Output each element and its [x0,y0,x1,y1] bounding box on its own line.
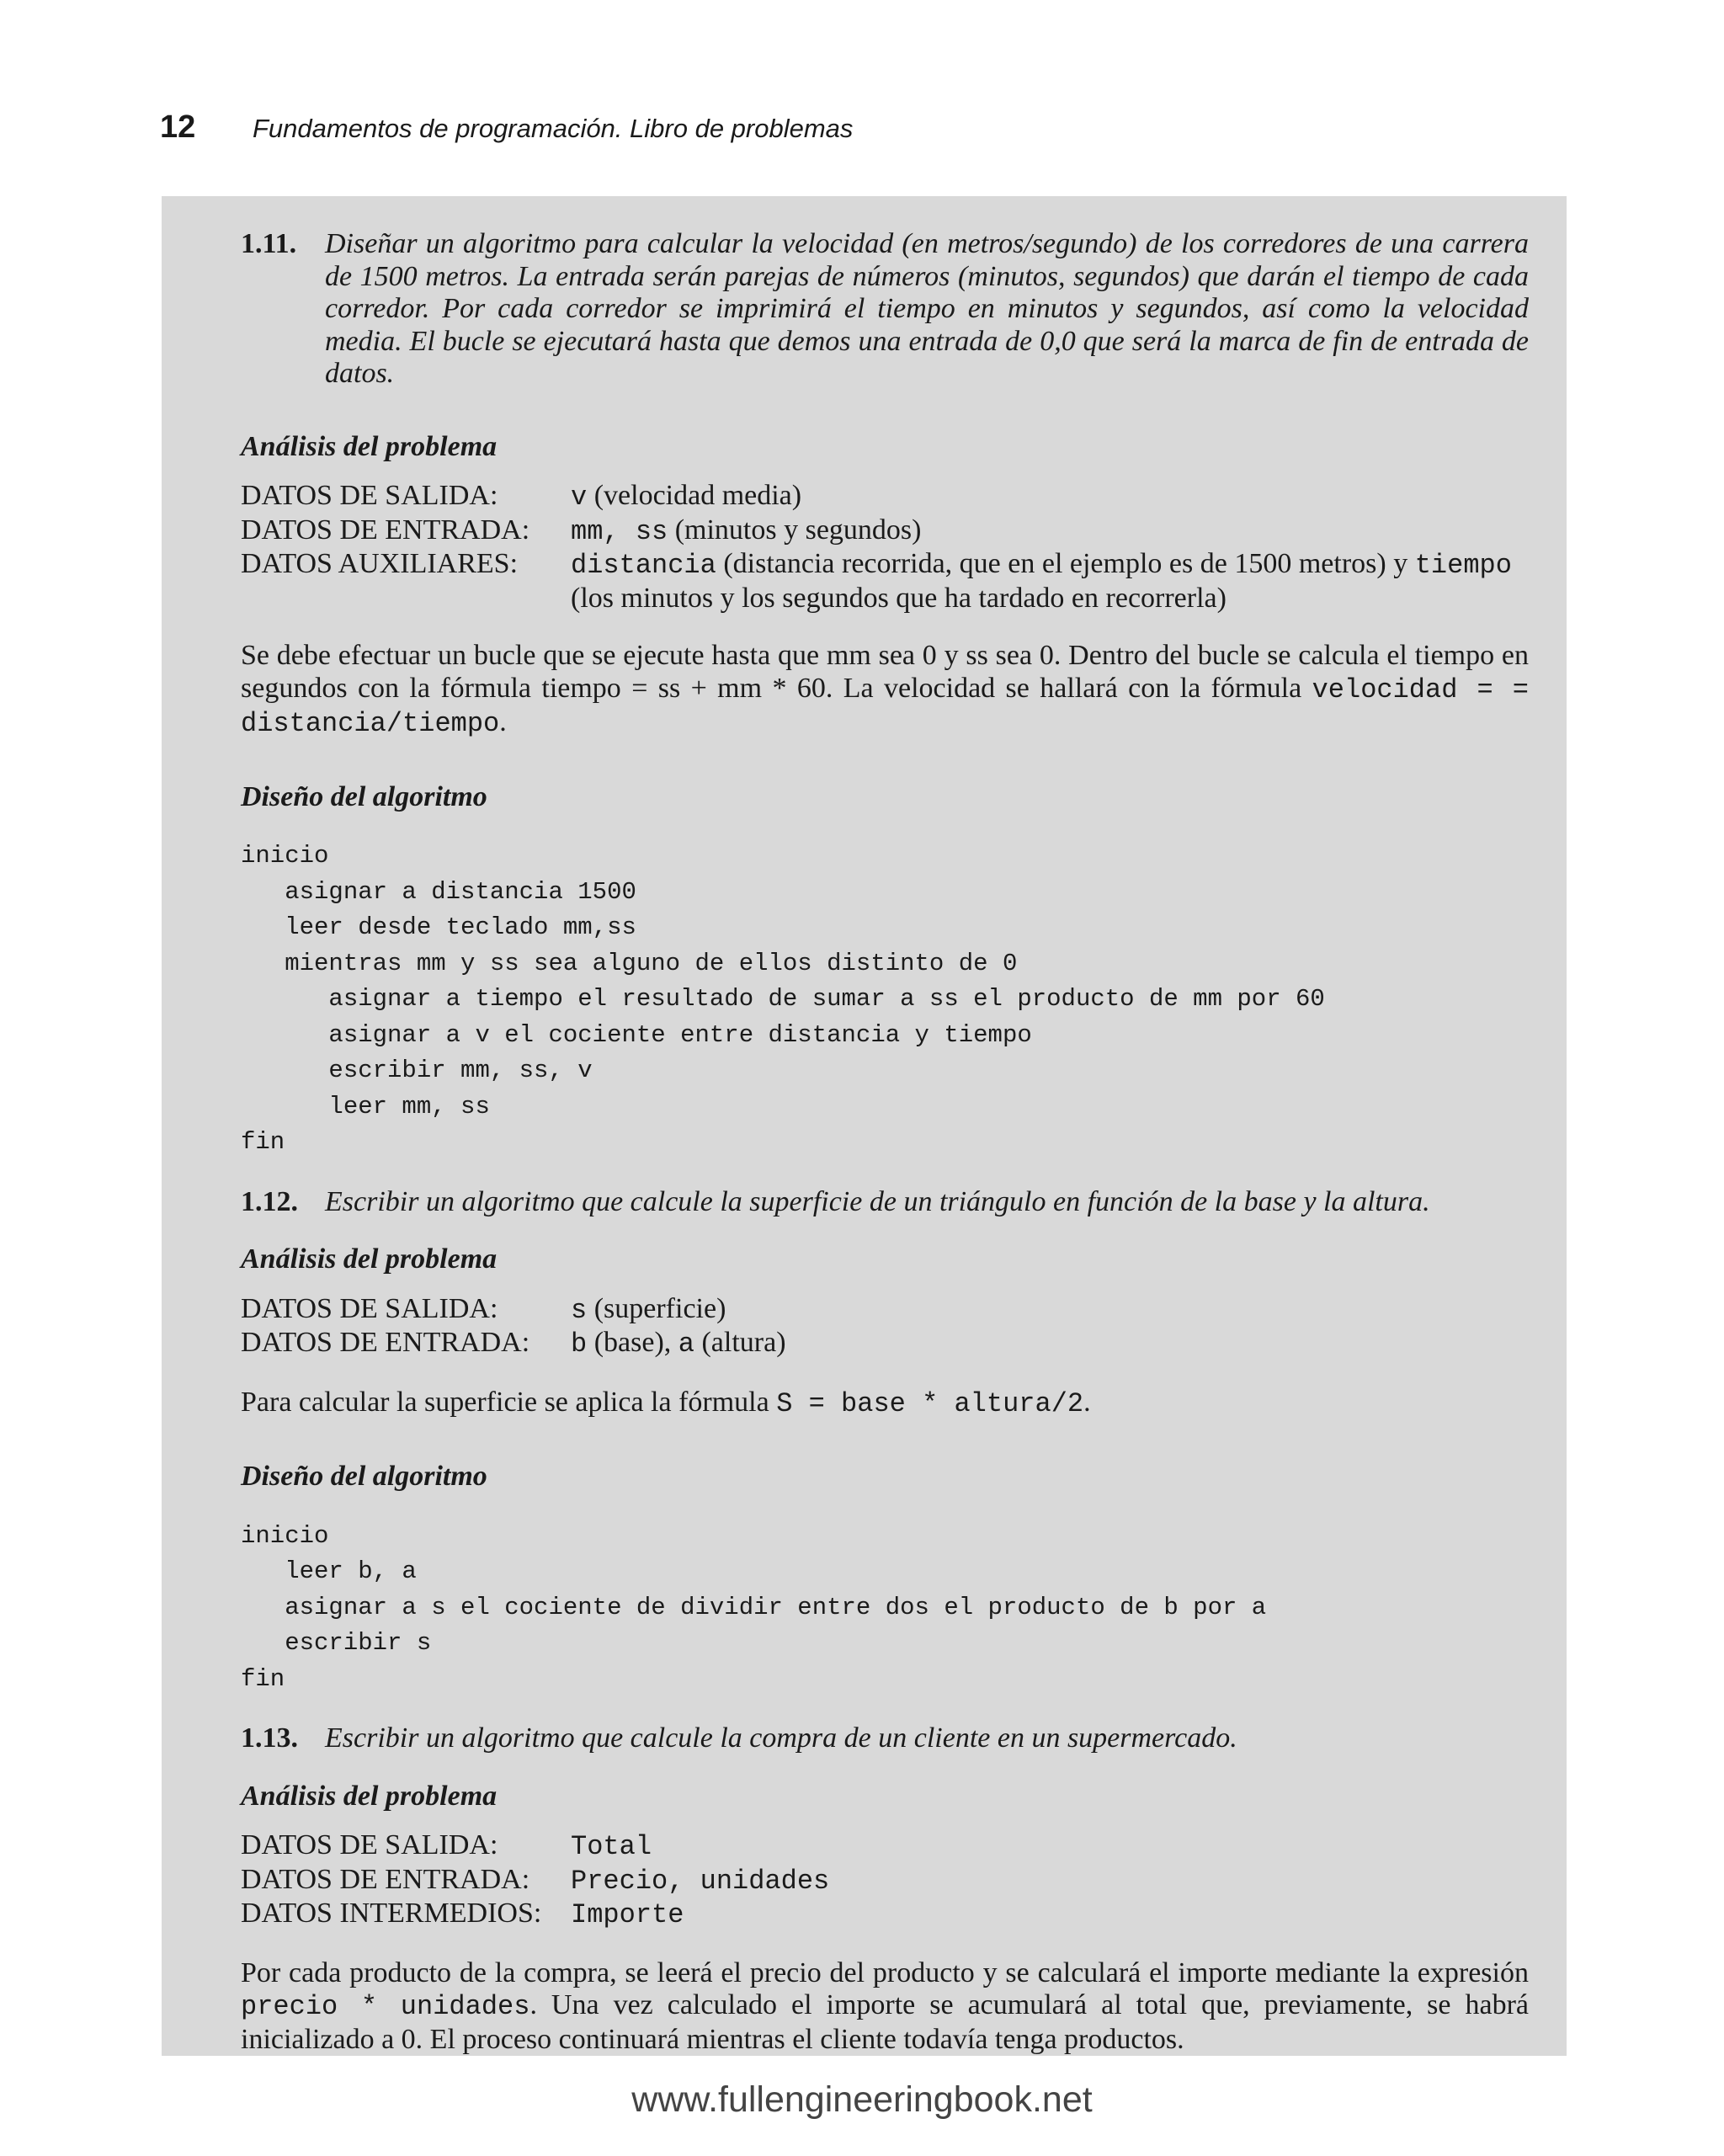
data-value: distancia (distancia recorrida, que en el ejemplo es de 1500 metros) y tiempo (los minutos y los segundos que ha tardado en recorrerla) [571,548,1512,614]
analysis-heading: Análisis del problema [241,1243,498,1275]
explanation-paragraph: Se debe efectuar un bucle que se ejecute hasta que mm sea 0 y ss sea 0. Dentro del bucle se calcula el tiempo en segundos con la fórmula tiempo = ss + mm * 60. La velocidad se hallará con la fórmula velocidad = = distancia/tiempo. [241,640,1529,739]
data-label: DATOS DE SALIDA: [241,1292,498,1324]
data-value: s (superficie) [571,1292,726,1326]
running-header [160,109,853,146]
data-value: mm, ss (minutos y segundos) [571,514,922,547]
problem-statement: Escribir un algoritmo que calcule la compra de un cliente en un supermercado. [325,1722,1237,1754]
data-value: Importe [571,1899,684,1930]
analysis-heading: Análisis del problema [241,1780,498,1812]
exercise-content [241,228,1529,2056]
data-value: v (velocidad media) [571,480,802,513]
data-label: DATOS INTERMEDIOS: [241,1898,542,1929]
pseudocode-block: inicio asignar a distancia 1500 leer desde teclado mm,ss mientras mm y ss sea alguno de ellos distinto de 0 asignar a tiempo el resultado de sumar a ss el producto de mm por 60 asignar a v el cociente entre distancia y tiempo escribir mm, ss, v leer mm, ss fin [241,842,1325,1156]
data-row [241,1864,1529,1898]
problem-number: 1.11. [241,228,297,259]
explanation-paragraph: Para calcular la superficie se aplica la fórmula S = base * altura/2. [241,1386,1091,1419]
problem-1-12 [241,1186,1529,1219]
problem-number: 1.13. [241,1722,298,1754]
design-heading: Diseño del algoritmo [241,780,487,812]
explanation-paragraph: Por cada producto de la compra, se leerá el precio del producto y se calculará el importe mediante la expresión precio * unidades. Una vez calculado el importe se acumulará al total que, previamente, se habrá inicializado a 0. El proceso continuará mientras el cliente todavía tenga productos. [241,1956,1529,2055]
data-label: DATOS AUXILIARES: [241,548,519,579]
data-row [241,1829,1529,1864]
pseudocode-block: inicio leer b, a asignar a s el cociente de dividir entre dos el producto de b por a escribir s fin [241,1521,1267,1693]
data-value: Total [571,1831,652,1862]
data-label: DATOS DE SALIDA: [241,1829,498,1861]
data-row [241,548,1529,615]
problem-1-11 [241,228,1529,391]
footer-url[interactable]: www.fullengineeringbook.net [631,2079,1093,2120]
data-value: Precio, unidades [571,1865,830,1897]
data-row [241,480,1529,514]
problem-number: 1.12. [241,1185,298,1217]
data-table [241,1829,1529,1932]
data-label: DATOS DE ENTRADA: [241,514,530,546]
data-label: DATOS DE SALIDA: [241,480,498,511]
page-number: 12 [160,109,196,145]
exercise-panel [162,196,1567,2056]
problem-statement: Diseñar un algoritmo para calcular la velocidad (en metros/segundo) de los corredores de una carrera de 1500 metros. La entrada serán parejas de números (minutos, segundos) que darán el tiempo de cada corredor. Por cada corredor se imprimirá el tiempo en minutos y segundos, así como la velocidad media. El bucle se ejecutará hasta que demos una entrada de 0,0 que será la marca de fin de entrada de datos. [325,228,1529,389]
problem-1-13 [241,1722,1529,1755]
data-row [241,514,1529,549]
data-table [241,1293,1529,1361]
analysis-heading: Análisis del problema [241,430,498,462]
data-row [241,1293,1529,1328]
data-label: DATOS DE ENTRADA: [241,1863,530,1895]
data-row [241,1898,1529,1932]
data-label: DATOS DE ENTRADA: [241,1327,530,1358]
book-title: Fundamentos de programación. Libro de problemas [253,114,854,143]
data-value: b (base), a (altura) [571,1327,786,1360]
problem-statement: Escribir un algoritmo que calcule la superficie de un triángulo en función de la base y la altura. [325,1185,1430,1217]
data-table [241,480,1529,615]
design-heading: Diseño del algoritmo [241,1461,487,1492]
data-row [241,1327,1529,1361]
